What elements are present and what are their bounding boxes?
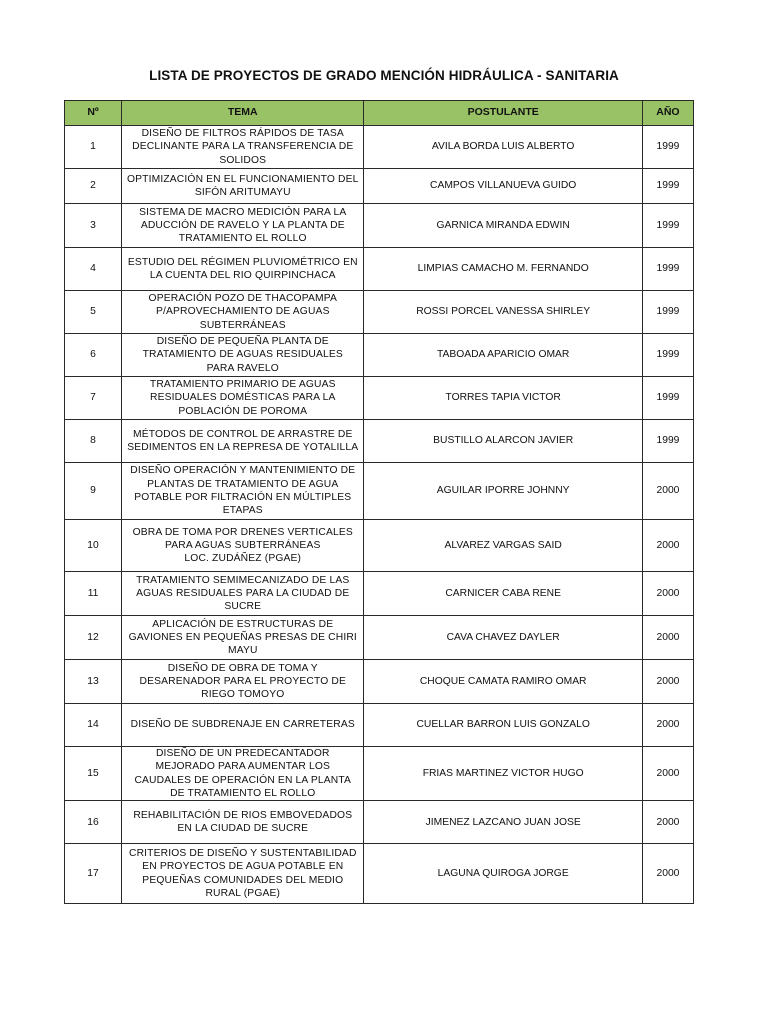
table-row	[65, 844, 694, 904]
table-header-row	[65, 101, 694, 126]
table-body	[65, 126, 694, 904]
row-postulante: ALVAREZ VARGAS SAID	[364, 520, 642, 572]
row-postulante: CUELLAR BARRON LUIS GONZALO	[364, 704, 642, 747]
tema-line: DECLINANTE PARA LA TRANSFERENCIA DE	[132, 141, 354, 153]
row-postulante: LAGUNA QUIROGA JORGE	[364, 844, 642, 904]
tema-line: TRATAMIENTO SEMIMECANIZADO DE LAS	[136, 574, 350, 586]
table-row	[65, 660, 694, 704]
row-postulante: TORRES TAPIA VICTOR	[364, 377, 642, 420]
row-postulante: TABOADA APARICIO OMAR	[364, 334, 642, 377]
header-postulante: POSTULANTE	[364, 101, 642, 126]
row-anio: 2000	[642, 616, 693, 660]
tema-line: TRATAMIENTO EL ROLLO	[178, 233, 307, 245]
row-number: 7	[65, 377, 122, 420]
tema-line: TRATAMIENTO DE AGUAS RESIDUALES	[142, 349, 343, 361]
tema-line: SEDIMENTOS EN LA REPRESA DE YOTALILLA	[127, 442, 359, 453]
tema-line: DISEÑO DE OBRA DE TOMA Y	[167, 662, 318, 674]
row-tema	[122, 248, 364, 291]
row-postulante: BUSTILLO ALARCON JAVIER	[364, 420, 642, 463]
row-number: 5	[65, 291, 122, 334]
tema-line: SISTEMA DE MACRO MEDICIÓN PARA LA	[139, 206, 347, 218]
tema-line: P/APROVECHAMIENTO DE AGUAS	[155, 306, 330, 318]
row-number: 15	[65, 747, 122, 801]
row-postulante: CHOQUE CAMATA RAMIRO OMAR	[364, 660, 642, 704]
row-tema	[122, 660, 364, 704]
tema-line: RURAL (PGAE)	[205, 887, 281, 899]
tema-line: EN LA CIUDAD DE SUCRE	[177, 823, 309, 835]
row-anio: 1999	[642, 334, 693, 377]
row-number: 2	[65, 169, 122, 204]
tema-line: ESTUDIO DEL RÉGIMEN PLUVIOMÉTRICO EN	[127, 256, 358, 268]
tema-line: ETAPAS	[222, 505, 263, 517]
tema-line: MEJORADO PARA AUMENTAR LOS	[155, 761, 331, 773]
row-number: 10	[65, 520, 122, 572]
row-anio: 2000	[642, 463, 693, 520]
tema-line: PLANTAS DE TRATAMIENTO DE AGUA	[147, 478, 339, 490]
row-anio: 1999	[642, 377, 693, 420]
table-row	[65, 747, 694, 801]
tema-line: DISEÑO OPERACIÓN Y MANTENIMIENTO DE	[130, 465, 356, 477]
row-number: 14	[65, 704, 122, 747]
table-row	[65, 801, 694, 844]
row-anio: 2000	[642, 844, 693, 904]
tema-line: DISEÑO DE SUBDRENAJE EN CARRETERAS	[130, 719, 355, 731]
table-row	[65, 520, 694, 572]
tema-line: DISEÑO DE FILTROS RÁPIDOS DE TASA	[141, 128, 344, 140]
tema-line: SIFÓN ARITUMAYU	[194, 187, 291, 198]
table-row	[65, 704, 694, 747]
row-tema	[122, 801, 364, 844]
row-postulante: LIMPIAS CAMACHO M. FERNANDO	[364, 248, 642, 291]
row-tema	[122, 291, 364, 334]
row-number: 9	[65, 463, 122, 520]
row-number: 6	[65, 334, 122, 377]
tema-line: RESIDUALES DOMÉSTICAS PARA LA	[149, 392, 336, 404]
header-num: Nº	[65, 101, 122, 126]
tema-line: DISEÑO DE PEQUEÑA PLANTA DE	[156, 336, 329, 348]
tema-line: DE TRATAMIENTO EL ROLLO	[170, 787, 316, 799]
row-number: 1	[65, 126, 122, 169]
row-postulante: JIMENEZ LAZCANO JUAN JOSE	[364, 801, 642, 844]
row-number: 17	[65, 844, 122, 904]
tema-line: SOLIDOS	[219, 154, 267, 166]
row-anio: 1999	[642, 126, 693, 169]
row-tema	[122, 704, 364, 747]
row-postulante: CAMPOS VILLANUEVA GUIDO	[364, 169, 642, 204]
table-row	[65, 169, 694, 204]
tema-line: LOC. ZUDÁÑEZ (PGAE)	[184, 553, 302, 565]
tema-line: DISEÑO DE UN PREDECANTADOR	[155, 748, 330, 759]
tema-line: LA CUENTA DEL RIO QUIRPINCHACA	[149, 270, 336, 281]
tema-line: EN PROYECTOS DE AGUA POTABLE EN	[142, 861, 344, 873]
row-tema	[122, 844, 364, 904]
table-row	[65, 334, 694, 377]
row-anio: 2000	[642, 801, 693, 844]
table-row	[65, 572, 694, 616]
row-number: 8	[65, 420, 122, 463]
row-tema	[122, 126, 364, 169]
tema-line: ADUCCIÓN DE RAVELO Y LA PLANTA DE	[140, 219, 345, 231]
row-tema	[122, 463, 364, 520]
table-row	[65, 377, 694, 420]
row-postulante: GARNICA MIRANDA EDWIN	[364, 204, 642, 248]
table-row	[65, 463, 694, 520]
table-row	[65, 248, 694, 291]
row-anio: 2000	[642, 660, 693, 704]
row-anio: 2000	[642, 747, 693, 801]
row-number: 13	[65, 660, 122, 704]
row-tema	[122, 204, 364, 248]
tema-line: PARA RAVELO	[206, 362, 279, 374]
row-tema	[122, 616, 364, 660]
row-anio: 1999	[642, 204, 693, 248]
row-anio: 1999	[642, 420, 693, 463]
tema-line: CAUDALES DE OPERACIÓN EN LA PLANTA	[134, 774, 352, 786]
row-postulante: FRIAS MARTINEZ VICTOR HUGO	[364, 747, 642, 801]
row-anio: 1999	[642, 169, 693, 204]
tema-line: CRITERIOS DE DISEÑO Y SUSTENTABILIDAD	[128, 848, 357, 860]
row-anio: 2000	[642, 704, 693, 747]
tema-line: OPERACIÓN POZO DE THACOPAMPA	[148, 293, 337, 305]
row-anio: 2000	[642, 520, 693, 572]
row-postulante: CARNICER CABA RENE	[364, 572, 642, 616]
row-tema	[122, 377, 364, 420]
tema-line: AGUAS RESIDUALES PARA LA CIUDAD DE	[136, 587, 350, 599]
tema-line: REHABILITACIÓN DE RIOS EMBOVEDADOS	[133, 809, 353, 821]
tema-line: APLICACIÓN DE ESTRUCTURAS DE	[152, 618, 334, 630]
row-postulante: AGUILAR IPORRE JOHNNY	[364, 463, 642, 520]
row-tema	[122, 520, 364, 572]
table-row	[65, 291, 694, 334]
row-tema	[122, 169, 364, 204]
table-row	[65, 616, 694, 660]
row-anio: 2000	[642, 572, 693, 616]
table-row	[65, 126, 694, 169]
tema-line: PARA AGUAS SUBTERRÁNEAS	[165, 539, 321, 551]
row-tema	[122, 747, 364, 801]
tema-line: SUCRE	[224, 601, 262, 613]
header-anio: AÑO	[642, 101, 693, 126]
row-number: 4	[65, 248, 122, 291]
tema-line: POTABLE POR FILTRACIÓN EN MÚLTIPLES	[134, 492, 352, 503]
row-number: 11	[65, 572, 122, 616]
row-anio: 1999	[642, 248, 693, 291]
row-tema	[122, 572, 364, 616]
tema-line: SUBTERRÁNEAS	[199, 319, 286, 331]
row-tema	[122, 334, 364, 377]
row-tema	[122, 420, 364, 463]
table-row	[65, 204, 694, 248]
table-row	[65, 420, 694, 463]
tema-line: MAYU	[227, 645, 258, 657]
projects-table	[64, 100, 694, 904]
row-number: 16	[65, 801, 122, 844]
row-postulante: AVILA BORDA LUIS ALBERTO	[364, 126, 642, 169]
row-number: 3	[65, 204, 122, 248]
row-postulante: ROSSI PORCEL VANESSA SHIRLEY	[364, 291, 642, 334]
tema-line: OBRA DE TOMA POR DRENES VERTICALES	[132, 526, 353, 538]
tema-line: PEQUEÑAS COMUNIDADES DEL MEDIO	[142, 874, 344, 886]
row-number: 12	[65, 616, 122, 660]
tema-line: POBLACIÓN DE POROMA	[178, 405, 308, 417]
tema-line: GAVIONES EN PEQUEÑAS PRESAS DE CHIRI	[128, 631, 357, 643]
tema-line: OPTIMIZACIÓN EN EL FUNCIONAMIENTO DEL	[126, 173, 359, 185]
tema-line: DESARENADOR PARA EL PROYECTO DE	[139, 675, 346, 687]
page-title: LISTA DE PROYECTOS DE GRADO MENCIÓN HIDRÁULICA - SANITARIA	[149, 68, 619, 83]
tema-line: TRATAMIENTO PRIMARIO DE AGUAS	[149, 379, 336, 391]
tema-line: RIEGO TOMOYO	[201, 689, 285, 701]
tema-line: MÉTODOS DE CONTROL DE ARRASTRE DE	[133, 428, 353, 440]
header-tema: TEMA	[122, 101, 364, 126]
row-postulante: CAVA CHAVEZ DAYLER	[364, 616, 642, 660]
row-anio: 1999	[642, 291, 693, 334]
